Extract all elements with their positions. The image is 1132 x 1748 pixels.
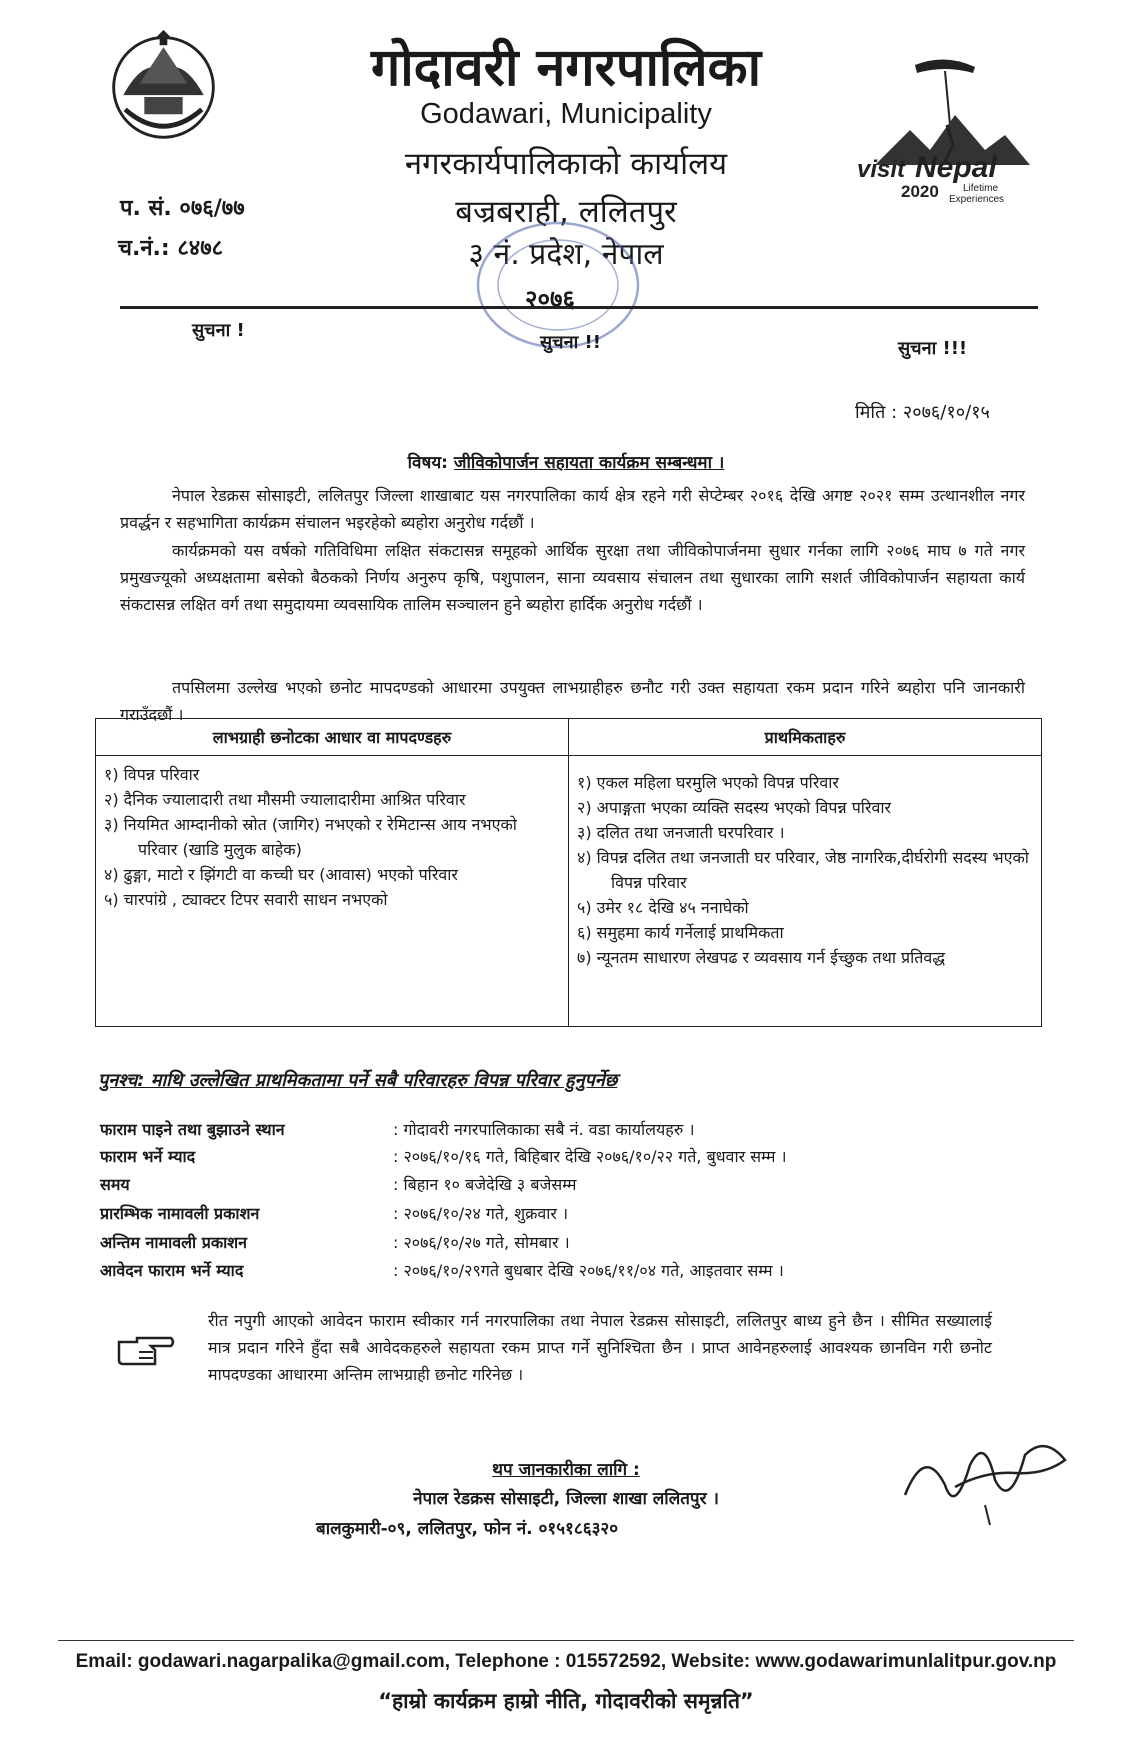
priority-item: २) अपाङ्गता भएका व्यक्ति सदस्य भएको विपन्न परिवार <box>577 798 892 817</box>
notice-label-1: सुचना ! <box>192 320 245 341</box>
notice-note: रीत नपुगी आएको आवेदन फाराम स्वीकार गर्न नगरपालिका तथा नेपाल रेडक्रस सोसाइटी, ललितपुर बाध्य हुने छैन । सीमित सख्यालाई मात्र प्रदान गरिने हुँदा सबै आवेदकहरुले सहायता रकम प्राप्त गर्ने सुनिश्चिता छैन । प्राप्त आवेनहरुलाई आवश्यक छानविन गरी छनोट मापदण्डका आधारमा अन्तिम लाभग्राही छनोट गरिनेछ । <box>208 1311 992 1384</box>
schedule-label: समय <box>100 1175 130 1194</box>
priority-item: १) एकल महिला घरमुलि भएको विपन्न परिवार <box>577 773 839 792</box>
schedule-value: : २०७६/१०/२७ गते, सोमबार । <box>393 1233 570 1252</box>
signature <box>895 1425 1075 1535</box>
criteria-item: ४) ढुङ्गा, माटो र झिंगटी वा कच्ची घर (आवास) भएको परिवार <box>104 865 458 884</box>
pointing-hand-icon <box>115 1330 175 1370</box>
subject-text: जीविकोपार्जन सहायता कार्यक्रम सम्बन्धमा । <box>453 453 725 473</box>
schedule-label: आवेदन फाराम भर्ने म्याद <box>100 1261 244 1280</box>
schedule-label: फाराम भर्ने म्याद <box>100 1147 196 1166</box>
reference-number: प. सं. ०७६/७७ <box>120 196 245 221</box>
footer-contact-line: Email: godawari.nagarpalika@gmail.com, Telephone : 015572592, Website: www.godawarimunlalitpur.gov.np <box>75 1651 1057 1672</box>
footer-divider <box>58 1640 1074 1641</box>
municipality-title-np: गोदावरी नगरपालिका <box>370 38 762 98</box>
priorities-header: प्राथमिकताहरु <box>569 719 1042 756</box>
priority-item: ७) न्यूनतम साधारण लेखपढ र व्यवसाय गर्न ईच्छुक तथा प्रतिवद्ध <box>577 948 946 967</box>
subject-label: विषय: <box>407 453 448 473</box>
criteria-item: ५) चारपांग्रे , ट्याक्टर टिपर सवारी साधन नभएको <box>104 890 388 909</box>
postscript: पुनश्च: माथि उल्लेखित प्राथमिकतामा पर्ने सबै परिवारहरु विपन्न परिवार हुनुपर्नेछ <box>98 1070 618 1091</box>
notice-label-3: सुचना !!! <box>898 338 968 359</box>
schedule-value: : २०७६/१०/२४ गते, शुक्रवार । <box>393 1204 569 1223</box>
svg-text:2020: 2020 <box>901 182 939 201</box>
municipality-title-en: Godawari, Municipality <box>420 98 712 130</box>
paragraph-1: नेपाल रेडक्रस सोसाइटी, ललितपुर जिल्ला शाखाबाट यस नगरपालिका कार्य क्षेत्र रहने गरी सेप्टेम्बर २०१६ देखि अगष्ट २०२१ सम्म उत्थानशील नगर प्रवर्द्धन र सहभागिता कार्यक्रम संचालन भइरहेको ब्यहोरा अनुरोध गर्दछौं । <box>120 486 1025 532</box>
fiscal-year: २०७६ <box>525 285 575 313</box>
document-date: मिति : २०७६/१०/१५ <box>855 402 990 423</box>
schedule-label: अन्तिम नामावली प्रकाशन <box>100 1233 248 1252</box>
schedule-value: : २०७६/१०/१६ गते, बिहिबार देखि २०७६/१०/२२ गते, बुधवार सम्म । <box>393 1147 787 1166</box>
contact-heading: थप जानकारीका लागि : <box>492 1460 640 1480</box>
priority-item: ४) विपन्न दलित तथा जनजाती घर परिवार, जेष्ठ नागरिक,दीर्घरोगी सदस्य भएको विपन्न परिवार <box>577 848 1029 892</box>
criteria-item: १) विपन्न परिवार <box>104 765 200 784</box>
contact-address: बालकुमारी-०९, ललितपुर, फोन नं. ०१५१८६३२० <box>316 1519 619 1539</box>
priorities-cell <box>569 756 1042 1027</box>
criteria-item: २) दैनिक ज्यालादारी तथा मौसमी ज्यालादारीमा आश्रित परिवार <box>104 790 466 809</box>
svg-text:Lifetime: Lifetime <box>963 183 999 194</box>
subject-line <box>0 450 1132 473</box>
schedule-label: प्रारम्भिक नामावली प्रकाशन <box>100 1204 260 1223</box>
office-name: नगरकार्यपालिकाको कार्यालय <box>404 146 728 182</box>
dispatch-number: च.नं.: ८४७८ <box>118 236 224 261</box>
schedule-label: फाराम पाइने तथा बुझाउने स्थान <box>100 1120 285 1139</box>
criteria-table <box>95 718 1042 1027</box>
office-address: बज्रबराही, ललितपुर <box>455 194 677 230</box>
schedule-value: : बिहान १० बजेदेखि ३ बजेसम्म <box>393 1175 577 1194</box>
criteria-header: लाभग्राही छनोटका आधार वा मापदण्डहरु <box>96 719 569 756</box>
contact-organization: नेपाल रेडक्रस सोसाइटी, जिल्ला शाखा ललितपुर । <box>413 1489 719 1509</box>
svg-text:visit: visit <box>857 156 906 183</box>
priority-item: ३) दलित तथा जनजाती घरपरिवार । <box>577 823 785 842</box>
svg-text:Nepal: Nepal <box>915 151 997 184</box>
priority-item: ६) समुहमा कार्य गर्नेलाई प्राथमिकता <box>577 923 784 942</box>
office-province: ३ नं. प्रदेश, नेपाल <box>468 237 664 272</box>
paragraph-2: कार्यक्रमको यस वर्षको गतिविधिमा लक्षित संकटासन्न समूहको आर्थिक सुरक्षा तथा जीविकोपार्जनमा सुधार गर्नका लागि २०७६ माघ ७ गते नगर प्रमुखज्यूको अध्यक्षतामा बसेको बैठकको निर्णय अनुरुप कृषि, पशुपालन, साना व्यवसाय संचालन तथा सुधारका लागि सशर्त जीविकोपार्जन सहायता कार्य संकटासन्न लक्षित वर्ग तथा समुदायमा व्यवसायिक तालिम सञ्चालन हुने ब्यहोरा हार्दिक अनुरोध गर्दछौं । <box>120 541 1025 614</box>
paragraph-3: तपसिलमा उल्लेख भएको छनोट मापदण्डको आधारमा उपयुक्त लाभग्राहीहरु छनौट गरी उक्त सहायता रकम प्रदान गरिने ब्यहोरा पनि जानकारी गराउँदछौं । <box>120 678 1025 724</box>
footer-motto: “हाम्रो कार्यक्रम हाम्रो नीति, गोदावरीको समृन्नति” <box>378 1689 754 1713</box>
priority-item: ५) उमेर १८ देखि ४५ ननाघेको <box>577 898 749 917</box>
header-divider <box>120 306 1038 309</box>
schedule-value: : २०७६/१०/२९गते बुधबार देखि २०७६/११/०४ गते, आइतवार सम्म । <box>393 1261 784 1280</box>
criteria-cell <box>96 756 569 1027</box>
svg-text:Experiences: Experiences <box>949 194 1005 205</box>
criteria-item: ३) नियमित आम्दानीको स्रोत (जागिर) नभएको र रेमिटान्स आय नभएको परिवार (खाडि मुलुक बाहेक) <box>104 815 517 859</box>
notice-label-2: सुचना !! <box>540 332 601 353</box>
schedule-value: : गोदावरी नगरपालिकाका सबै नं. वडा कार्यालयहरु । <box>393 1120 695 1139</box>
